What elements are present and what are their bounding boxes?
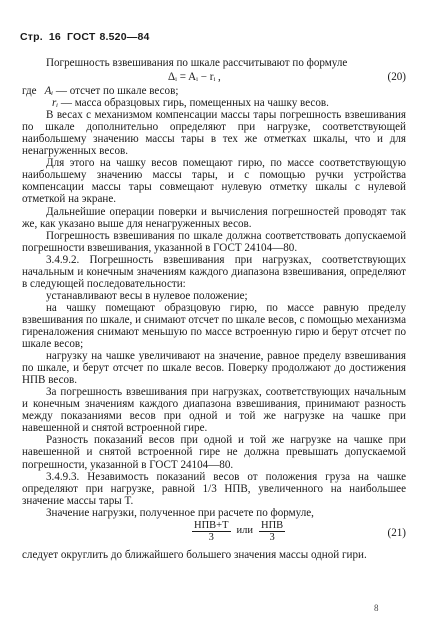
equation-20-number: (20)	[387, 71, 406, 84]
page-number: 16	[48, 31, 61, 43]
paragraph-load-increase: нагрузку на чашке увеличивают на значение, равное пределу взвешивания по шкале, и берут отсчет по шкале весов. Поверку продолжают до достижения НПВ весов.	[22, 350, 406, 387]
legend-a-symbol: Aᵢ	[44, 85, 54, 98]
equation-21	[22, 519, 406, 549]
legend-r	[22, 97, 406, 109]
legend-r-symbol: rᵢ	[52, 97, 59, 110]
legend-r-text: — масса образцовых гирь, помещенных на чашку весов.	[60, 97, 329, 110]
legend-where: где	[22, 85, 37, 98]
paragraph-further-operations: Дальнейшие операции поверки и вычисления погрешностей проводят так же, как указано выше для ненагруженных весов.	[22, 205, 406, 230]
legend-a-text: — отсчет по шкале весов;	[55, 85, 179, 98]
page-label: Стр.	[20, 31, 43, 43]
paragraph-error-definition: За погрешность взвешивания при нагрузках, соответствующих начальным и конечным значениям каждого диапазона взвешивания, принимают разность между показаниями весов при одной и той же нагрузке на чашке при навешенной и снятой встроенной гире.	[22, 386, 406, 435]
paragraph-tare-procedure: Для этого на чашку весов помещают гирю, по массе соответствующую наибольшему значению массы тары, и с помощью ручки устройства компенсации массы тары совмещают нулевую отметку шкалы с нулевой отметкой на экране.	[22, 157, 406, 206]
paragraph-tare-compensation: В весах с механизмом компенсации массы тары погрешность взвешивания по шкале дополнительно определяют при нагрузке, соответствующей наибольшему значению массы тары в тех же отметках шкалы, что и для ненагруженных весов.	[22, 109, 406, 158]
equation-21-fraction-1	[192, 520, 231, 543]
equation-20-formula: Δᵢ = Aᵢ − rᵢ ,	[168, 71, 221, 84]
equation-21-fraction-1-numerator: НПВ+T	[194, 519, 229, 531]
equation-21-connector: или	[236, 525, 253, 537]
paragraph-scale-error-requirement: Погрешность взвешивания по шкале должна соответствовать допускаемой погрешности взвешивания, указанной в ГОСТ 24104—80.	[22, 229, 406, 254]
equation-21-fraction-2	[259, 520, 285, 543]
paragraph-rounding: следует округлить до ближайшего большего значения массы одной гири.	[22, 548, 367, 561]
paragraph-zero-setting: устанавливают весы в нулевое положение;	[46, 289, 248, 302]
document-body	[22, 57, 406, 561]
legend-a	[22, 85, 406, 97]
equation-21-fraction-2-denominator: 3	[269, 531, 275, 543]
paragraph-load-value: Значение нагрузки, полученное при расчете по формуле,	[46, 506, 314, 519]
equation-21-fraction-1-denominator: 3	[208, 531, 214, 543]
page-header	[20, 31, 150, 43]
standard-number: 8.520—84	[99, 31, 150, 43]
paragraph-weight-placement: на чашку помещают образцовую гирю, по массе равную пределу взвешивания по шкале, и снимают отсчет по шкале весов, с помощью механизма гиреналожения снимают меньшую по массе встроенную гирю и берут отсчет по шкале весов;	[22, 301, 406, 351]
equation-21-fraction-2-numerator: НПВ	[261, 519, 284, 531]
paragraph-section-3-4-9-3: 3.4.9.3. Незавимость показаний весов от положения груза на чашке определяют при нагрузке, равной 1/3 НПВ, увеличенного на наибольшее значение массы тары T.	[22, 470, 406, 507]
footer-mark: 8	[374, 603, 379, 613]
equation-20	[22, 69, 406, 85]
equation-21-number: (21)	[387, 526, 406, 539]
paragraph-section-3-4-9-2: 3.4.9.2. Погрешность взвешивания при нагрузках, соответствующих начальным и конечным значениям каждого диапазона взвешивания, определяют в следующей последовательности:	[22, 253, 406, 290]
paragraph-formula-intro: Погрешность взвешивания по шкале рассчитывают по формуле	[46, 57, 348, 69]
standard-label: ГОСТ	[66, 31, 96, 43]
paragraph-difference-requirement: Разность показаний весов при одной и той же нагрузке на чашке при навешенной и снятой встроенной гире не должна превышать допускаемой погрешности, указанной в ГОСТ 24104—80.	[22, 434, 406, 471]
